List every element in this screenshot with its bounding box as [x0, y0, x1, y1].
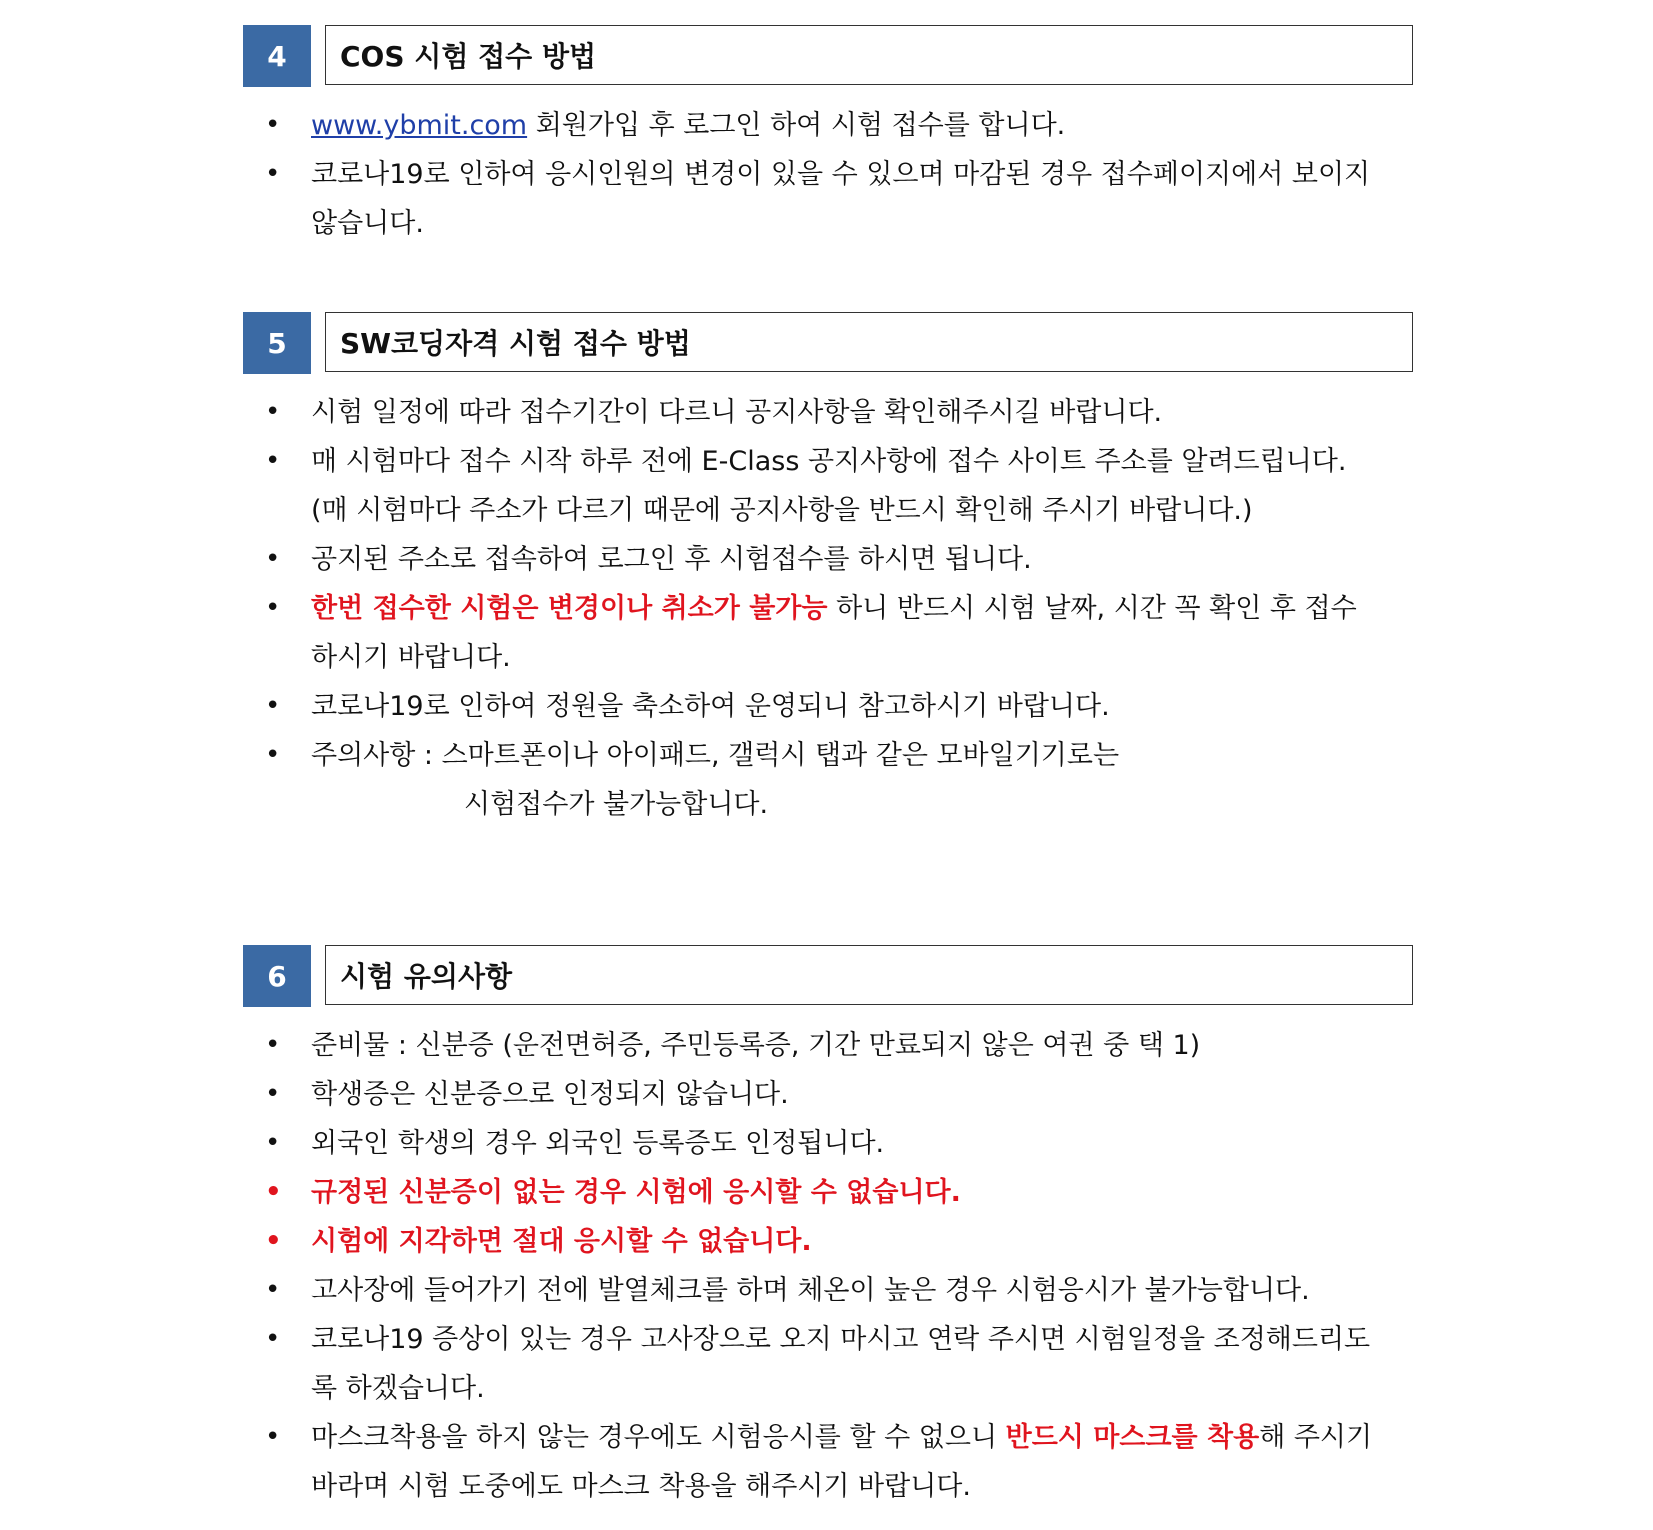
list-item	[243, 1021, 1381, 1070]
section-number: 5	[243, 312, 311, 374]
bullet-icon: •	[265, 1324, 281, 1354]
item-text: 시험 일정에 따라 접수기간이 다르니 공지사항을 확인해주시길 바랍니다.	[311, 397, 1163, 428]
item-text: 회원가입 후 로그인 하여 시험 접수를 합니다.	[527, 110, 1066, 141]
item-text: 공지된 주소로 접속하여 로그인 후 시험접수를 하시면 됩니다.	[311, 544, 1032, 575]
ybmit-link[interactable]: www.ybmit.com	[311, 110, 528, 141]
item-text: 학생증은 신분증으로 인정되지 않습니다.	[311, 1079, 789, 1110]
item-text-after: 해 주시기 바라며 시험 도중에도 마스크 착용을 해주시기 바랍니다.	[311, 1422, 1373, 1502]
list-item	[243, 437, 1381, 535]
item-text: 외국인 학생의 경우 외국인 등록증도 인정됩니다.	[311, 1128, 885, 1159]
bullet-icon: •	[265, 110, 281, 140]
list-item	[243, 1413, 1381, 1511]
bullet-icon: •	[265, 1226, 282, 1256]
section-title: SW코딩자격 시험 접수 방법	[325, 312, 1413, 372]
item-text: 코로나19 증상이 있는 경우 고사장으로 오지 마시고 연락 주시면 시험일정을 조정해드리도록 하겠습니다.	[311, 1324, 1371, 1404]
list-item	[243, 682, 1381, 731]
section-number: 6	[243, 945, 311, 1007]
bullet-icon: •	[265, 1275, 281, 1305]
bullet-icon: •	[265, 446, 281, 476]
item-text: 준비물 : 신분증 (운전면허증, 주민등록증, 기간 만료되지 않은 여권 중 택 1)	[311, 1030, 1201, 1061]
section-6	[243, 945, 1413, 1511]
warning-text: 시험에 지각하면 절대 응시할 수 없습니다.	[311, 1226, 812, 1257]
bullet-icon: •	[265, 1128, 281, 1158]
bullet-icon: •	[265, 593, 281, 623]
section-4	[243, 25, 1413, 248]
list-item	[243, 584, 1381, 682]
bullet-icon: •	[265, 691, 281, 721]
list-item	[243, 535, 1381, 584]
bullet-icon: •	[265, 544, 281, 574]
list-item	[243, 1070, 1381, 1119]
item-list	[243, 1021, 1413, 1511]
item-list	[243, 388, 1413, 829]
bullet-icon: •	[265, 159, 281, 189]
warning-highlight: 반드시 마스크를 착용	[1005, 1422, 1260, 1453]
list-item	[243, 1266, 1381, 1315]
bullet-icon: •	[265, 397, 281, 427]
section-number: 4	[243, 25, 311, 87]
list-item	[243, 1315, 1381, 1413]
list-item	[243, 1168, 1381, 1217]
warning-highlight: 한번 접수한 시험은 변경이나 취소가 불가능	[311, 593, 828, 624]
item-text: 코로나19로 인하여 응시인원의 변경이 있을 수 있으며 마감된 경우 접수페이지에서 보이지 않습니다.	[311, 159, 1371, 239]
list-item	[243, 1119, 1381, 1168]
list-item	[243, 101, 1381, 150]
list-item	[243, 1217, 1381, 1266]
item-text: 코로나19로 인하여 정원을 축소하여 운영되니 참고하시기 바랍니다.	[311, 691, 1110, 722]
bullet-icon: •	[265, 1422, 281, 1452]
list-item	[243, 150, 1381, 248]
item-text: 주의사항 : 스마트폰이나 아이패드, 갤럭시 탭과 같은 모바일기기로는	[311, 740, 1120, 771]
item-text: 하니 반드시 시험 날짜, 시간 꼭 확인 후 접수하시기 바랍니다.	[311, 593, 1357, 673]
warning-text: 규정된 신분증이 없는 경우 시험에 응시할 수 없습니다.	[311, 1177, 961, 1208]
section-5	[243, 312, 1413, 829]
list-item	[243, 388, 1381, 437]
item-text: 고사장에 들어가기 전에 발열체크를 하며 체온이 높은 경우 시험응시가 불가능합니다.	[311, 1275, 1310, 1306]
section-header	[243, 25, 1413, 87]
bullet-icon: •	[265, 740, 281, 770]
section-title: 시험 유의사항	[325, 945, 1413, 1005]
section-title: COS 시험 접수 방법	[325, 25, 1413, 85]
item-text: 매 시험마다 접수 시작 하루 전에 E-Class 공지사항에 접수 사이트 주소를 알려드립니다. (매 시험마다 주소가 다르기 때문에 공지사항을 반드시 확인해 주시기 바랍니다.)	[311, 446, 1347, 526]
item-list	[243, 101, 1413, 248]
bullet-icon: •	[265, 1030, 281, 1060]
section-header	[243, 312, 1413, 374]
list-item	[243, 731, 1381, 829]
item-continuation: 시험접수가 불가능합니다.	[464, 789, 769, 820]
bullet-icon: •	[265, 1079, 281, 1109]
item-text: 마스크착용을 하지 않는 경우에도 시험응시를 할 수 없으니	[311, 1422, 1006, 1453]
section-header	[243, 945, 1413, 1007]
bullet-icon: •	[265, 1177, 282, 1207]
